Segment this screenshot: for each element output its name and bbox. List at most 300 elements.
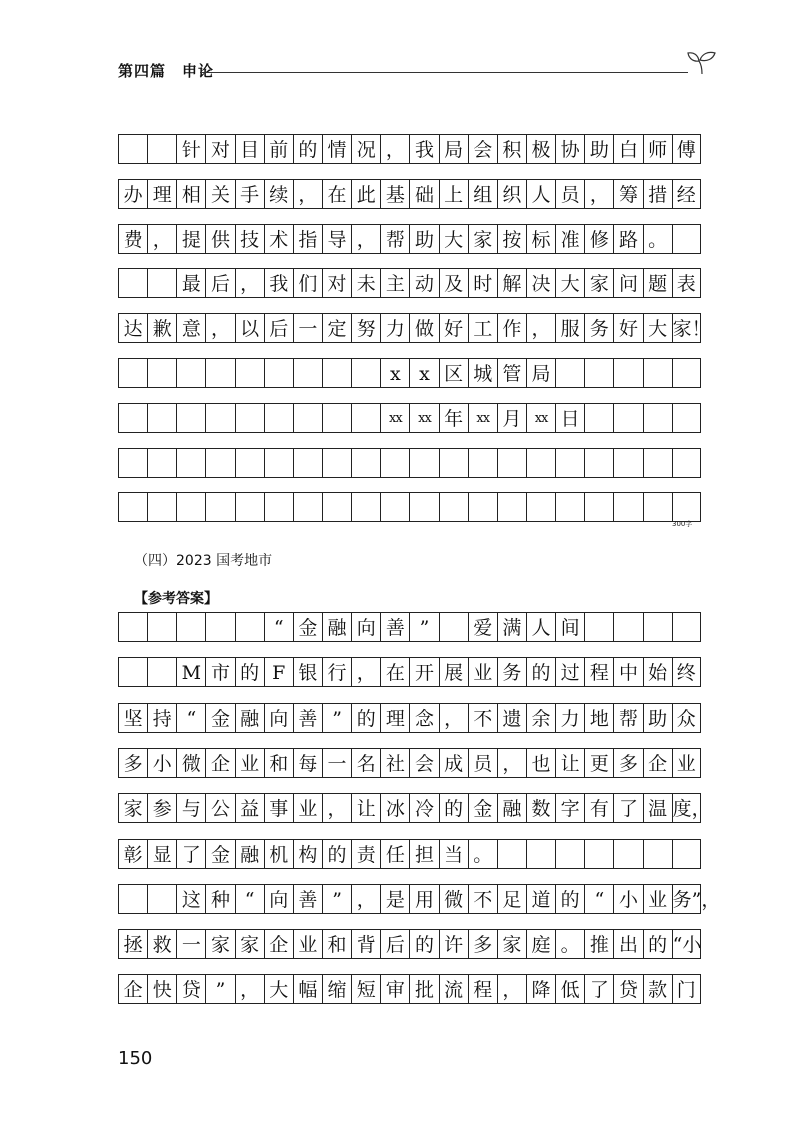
grid-cell: 坚 xyxy=(118,703,147,733)
grid-cell: 家 xyxy=(584,268,613,298)
grid-cell: 在 xyxy=(380,657,409,687)
grid-cell: 家 xyxy=(497,929,526,959)
grid-cell: 构 xyxy=(293,839,322,869)
grid-cell: 流 xyxy=(439,974,468,1004)
grid-cell: 助 xyxy=(643,703,672,733)
grid-cell xyxy=(118,268,147,298)
grid-cell: 解 xyxy=(497,268,526,298)
grid-cell: xx xyxy=(468,403,497,433)
grid-cell: 公 xyxy=(205,793,234,823)
grid-cell: 低 xyxy=(555,974,584,1004)
grid-cell: 以 xyxy=(235,313,264,343)
section-title: （四）2023 国考地市 xyxy=(134,553,273,569)
grid-cell: 道 xyxy=(526,884,555,914)
grid-cell xyxy=(293,403,322,433)
grid-cell xyxy=(147,612,176,642)
grid-cell xyxy=(264,448,293,478)
grid-cell: xx xyxy=(380,403,409,433)
grid-cell: 每 xyxy=(293,748,322,778)
grid-cell xyxy=(147,403,176,433)
grid-cell: 管 xyxy=(497,358,526,388)
grid-cell: 大 xyxy=(643,313,672,343)
grid-cell: 让 xyxy=(351,793,380,823)
grid-cell: 了 xyxy=(613,793,642,823)
grid-cell: 家 xyxy=(205,929,234,959)
grid-cell: 融 xyxy=(235,839,264,869)
grid-cell: 按 xyxy=(497,224,526,254)
grid-cell: 基 xyxy=(380,179,409,209)
grid-cell xyxy=(613,358,642,388)
grid-row xyxy=(118,884,721,914)
grid-cell xyxy=(118,134,147,164)
header-rule xyxy=(200,72,688,73)
grid-cell xyxy=(497,492,526,522)
grid-cell xyxy=(351,403,380,433)
grid-cell: 也 xyxy=(526,748,555,778)
grid-cell: “ xyxy=(176,703,205,733)
grid-cell: 贷 xyxy=(176,974,205,1004)
grid-cell: 与 xyxy=(176,793,205,823)
grid-cell xyxy=(176,492,205,522)
grid-cell: 融 xyxy=(497,793,526,823)
grid-cell: 和 xyxy=(264,748,293,778)
grid-cell: 字 xyxy=(555,793,584,823)
grid-cell: 题 xyxy=(643,268,672,298)
grid-cell: 关 xyxy=(205,179,234,209)
grid-cell: 提 xyxy=(176,224,205,254)
grid-cell: 冰 xyxy=(380,793,409,823)
grid-cell: 供 xyxy=(205,224,234,254)
grid-cell xyxy=(147,657,176,687)
grid-cell: 企 xyxy=(205,748,234,778)
grid-cell: 金 xyxy=(468,793,497,823)
grid-cell: 的 xyxy=(409,929,438,959)
grid-cell: 理 xyxy=(380,703,409,733)
grid-row xyxy=(118,793,711,823)
grid-cell: 一 xyxy=(293,313,322,343)
grid-row xyxy=(118,703,701,733)
grid-cell xyxy=(380,492,409,522)
grid-cell: 的 xyxy=(526,657,555,687)
grid-cell xyxy=(147,358,176,388)
grid-cell xyxy=(147,134,176,164)
grid-cell xyxy=(584,492,613,522)
grid-cell: ” xyxy=(322,884,351,914)
grid-cell: 向 xyxy=(351,612,380,642)
grid-cell xyxy=(643,448,672,478)
grid-cell xyxy=(176,358,205,388)
grid-cell xyxy=(118,403,147,433)
grid-cell xyxy=(235,448,264,478)
grid-cell: 务 xyxy=(584,313,613,343)
grid-cell xyxy=(555,448,584,478)
grid-cell: 对 xyxy=(205,134,234,164)
grid-cell: 措 xyxy=(643,179,672,209)
grid-cell: 大 xyxy=(439,224,468,254)
grid-cell: 。 xyxy=(555,929,584,959)
grid-cell: 多 xyxy=(118,748,147,778)
grid-cell: 向 xyxy=(264,703,293,733)
grid-cell: 动 xyxy=(409,268,438,298)
grid-cell: 在 xyxy=(322,179,351,209)
grid-cell: 局 xyxy=(526,358,555,388)
grid-cell xyxy=(147,448,176,478)
grid-cell: 款 xyxy=(643,974,672,1004)
grid-cell: 工 xyxy=(468,313,497,343)
grid-cell: 表 xyxy=(672,268,701,298)
grid-cell xyxy=(118,884,147,914)
grid-cell xyxy=(468,492,497,522)
grid-cell: 费 xyxy=(118,224,147,254)
grid-cell: 满 xyxy=(497,612,526,642)
grid-cell: 况 xyxy=(351,134,380,164)
grid-cell: 种 xyxy=(205,884,234,914)
grid-cell: 金 xyxy=(293,612,322,642)
grid-cell: 针 xyxy=(176,134,205,164)
grid-cell: ， xyxy=(351,657,380,687)
grid-cell xyxy=(351,448,380,478)
grid-row xyxy=(118,448,701,478)
grid-cell xyxy=(293,358,322,388)
grid-cell: 经 xyxy=(672,179,701,209)
grid-cell xyxy=(176,612,205,642)
grid-cell: 帮 xyxy=(380,224,409,254)
grid-cell xyxy=(613,612,642,642)
grid-cell: 标 xyxy=(526,224,555,254)
grid-cell: 益 xyxy=(235,793,264,823)
grid-cell xyxy=(322,403,351,433)
grid-cell xyxy=(351,492,380,522)
grid-cell xyxy=(147,884,176,914)
grid-cell: 组 xyxy=(468,179,497,209)
grid-cell: ， xyxy=(322,793,351,823)
grid-cell: 傅 xyxy=(672,134,701,164)
grid-cell: 善 xyxy=(293,703,322,733)
grid-cell xyxy=(584,448,613,478)
grid-cell: ， xyxy=(351,224,380,254)
grid-cell xyxy=(235,358,264,388)
grid-cell: 手 xyxy=(235,179,264,209)
grid-cell xyxy=(643,839,672,869)
grid-cell: 师 xyxy=(643,134,672,164)
grid-cell: 微 xyxy=(176,748,205,778)
grid-cell: 了 xyxy=(176,839,205,869)
grid-cell: 人 xyxy=(526,179,555,209)
grid-row xyxy=(118,268,701,298)
grid-cell: F xyxy=(264,657,293,687)
grid-cell xyxy=(643,612,672,642)
grid-cell: 不 xyxy=(468,884,497,914)
grid-cell xyxy=(613,403,642,433)
grid-cell: 极 xyxy=(526,134,555,164)
grid-cell: ， xyxy=(351,884,380,914)
grid-cell: 多 xyxy=(613,748,642,778)
grid-row xyxy=(118,403,701,433)
grid-cell: 问 xyxy=(613,268,642,298)
grid-cell: 间 xyxy=(555,612,584,642)
grid-cell: 家！ xyxy=(672,313,701,343)
grid-cell xyxy=(205,358,234,388)
grid-cell xyxy=(235,612,264,642)
grid-cell: 度， xyxy=(672,793,701,823)
grid-cell: 背 xyxy=(351,929,380,959)
grid-cell: 担 xyxy=(409,839,438,869)
grid-cell: 后 xyxy=(380,929,409,959)
grid-cell xyxy=(409,492,438,522)
grid-cell xyxy=(468,448,497,478)
grid-cell xyxy=(672,839,701,869)
grid-cell: 程 xyxy=(468,974,497,1004)
grid-cell: 定 xyxy=(322,313,351,343)
grid-row xyxy=(118,134,701,164)
grid-cell: 快 xyxy=(147,974,176,1004)
grid-cell xyxy=(322,358,351,388)
grid-cell xyxy=(439,492,468,522)
grid-cell: 行 xyxy=(322,657,351,687)
grid-cell: 局 xyxy=(439,134,468,164)
grid-cell xyxy=(118,358,147,388)
grid-cell: 是 xyxy=(380,884,409,914)
grid-cell: 作 xyxy=(497,313,526,343)
grid-cell: 和 xyxy=(322,929,351,959)
grid-cell: 准 xyxy=(555,224,584,254)
grid-cell: 幅 xyxy=(293,974,322,1004)
grid-cell: 名 xyxy=(351,748,380,778)
grid-cell: 冷 xyxy=(409,793,438,823)
grid-cell: 相 xyxy=(176,179,205,209)
grid-row xyxy=(118,748,701,778)
grid-cell: 门 xyxy=(672,974,701,1004)
grid-cell: 多 xyxy=(468,929,497,959)
grid-cell: 过 xyxy=(555,657,584,687)
grid-cell: 主 xyxy=(380,268,409,298)
grid-cell: 爱 xyxy=(468,612,497,642)
grid-cell xyxy=(643,403,672,433)
grid-cell: 业 xyxy=(293,793,322,823)
grid-cell: 对 xyxy=(322,268,351,298)
grid-cell: 的 xyxy=(322,839,351,869)
grid-cell: 彰 xyxy=(118,839,147,869)
grid-cell: 力 xyxy=(555,703,584,733)
grid-cell xyxy=(643,492,672,522)
grid-cell: 达 xyxy=(118,313,147,343)
grid-cell: xx xyxy=(526,403,555,433)
grid-cell: 我 xyxy=(264,268,293,298)
grid-cell: 降 xyxy=(526,974,555,1004)
grid-cell: 努 xyxy=(351,313,380,343)
grid-cell: 数 xyxy=(526,793,555,823)
grid-cell: 企 xyxy=(264,929,293,959)
grid-cell: 终 xyxy=(672,657,701,687)
header-title: 第四篇 申论 xyxy=(118,62,215,80)
grid-cell xyxy=(409,448,438,478)
grid-cell: 上 xyxy=(439,179,468,209)
grid-cell: 的 xyxy=(643,929,672,959)
grid-cell: ， xyxy=(235,974,264,1004)
grid-cell: 家 xyxy=(468,224,497,254)
grid-cell: 积 xyxy=(497,134,526,164)
grid-cell: 任 xyxy=(380,839,409,869)
grid-cell: 推 xyxy=(584,929,613,959)
grid-cell: “ xyxy=(235,884,264,914)
grid-cell xyxy=(205,492,234,522)
grid-cell: 的 xyxy=(351,703,380,733)
grid-cell: 贷 xyxy=(613,974,642,1004)
grid-cell: 审 xyxy=(380,974,409,1004)
grid-row xyxy=(118,929,701,959)
grid-cell: 余 xyxy=(526,703,555,733)
grid-row xyxy=(118,974,701,1004)
grid-row xyxy=(118,657,701,687)
grid-cell xyxy=(235,403,264,433)
grid-cell: 们 xyxy=(293,268,322,298)
grid-cell: 遗 xyxy=(497,703,526,733)
grid-cell: 决 xyxy=(526,268,555,298)
grid-cell: x xyxy=(409,358,438,388)
grid-cell: 业 xyxy=(293,929,322,959)
grid-cell: 服 xyxy=(555,313,584,343)
grid-cell: ” xyxy=(409,612,438,642)
grid-cell: ， xyxy=(526,313,555,343)
grid-cell xyxy=(672,358,701,388)
grid-cell: “小 xyxy=(672,929,701,959)
grid-cell xyxy=(672,492,701,522)
grid-cell: 会 xyxy=(468,134,497,164)
grid-cell: x xyxy=(380,358,409,388)
grid-cell: 念 xyxy=(409,703,438,733)
grid-cell: 务”， xyxy=(672,884,701,914)
grid-cell: 企 xyxy=(643,748,672,778)
grid-row xyxy=(118,492,701,522)
grid-cell: 程 xyxy=(584,657,613,687)
grid-cell: 有 xyxy=(584,793,613,823)
grid-cell: 情 xyxy=(322,134,351,164)
grid-cell: 人 xyxy=(526,612,555,642)
grid-cell xyxy=(555,839,584,869)
grid-cell: 员 xyxy=(555,179,584,209)
grid-cell: 帮 xyxy=(613,703,642,733)
grid-cell: ， xyxy=(380,134,409,164)
sprout-icon xyxy=(686,48,718,76)
grid-cell: 参 xyxy=(147,793,176,823)
grid-cell xyxy=(555,492,584,522)
grid-cell: 向 xyxy=(264,884,293,914)
grid-cell: ， xyxy=(293,179,322,209)
grid-cell: 此 xyxy=(351,179,380,209)
grid-cell: 责 xyxy=(351,839,380,869)
grid-cell xyxy=(118,492,147,522)
grid-cell: 城 xyxy=(468,358,497,388)
grid-cell: 好 xyxy=(613,313,642,343)
grid-cell: ， xyxy=(147,224,176,254)
grid-cell: “ xyxy=(264,612,293,642)
grid-cell: ， xyxy=(205,313,234,343)
grid-row xyxy=(118,313,711,343)
grid-cell: 小 xyxy=(147,748,176,778)
grid-cell: 当 xyxy=(439,839,468,869)
grid-cell: 善 xyxy=(293,884,322,914)
page-header xyxy=(118,56,718,86)
grid-cell xyxy=(176,403,205,433)
grid-cell: 的 xyxy=(293,134,322,164)
grid-cell: 月 xyxy=(497,403,526,433)
grid-cell: 年 xyxy=(439,403,468,433)
grid-cell xyxy=(147,268,176,298)
grid-cell: 众 xyxy=(672,703,701,733)
grid-cell xyxy=(613,448,642,478)
grid-cell xyxy=(380,448,409,478)
grid-cell: 事 xyxy=(264,793,293,823)
grid-cell xyxy=(264,492,293,522)
grid-cell xyxy=(584,358,613,388)
page-number: 150 xyxy=(118,1048,153,1069)
grid-cell: 大 xyxy=(264,974,293,1004)
grid-cell: 一 xyxy=(176,929,205,959)
grid-cell: 办 xyxy=(118,179,147,209)
grid-cell: 员 xyxy=(468,748,497,778)
grid-cell: 足 xyxy=(497,884,526,914)
grid-cell xyxy=(439,448,468,478)
grid-cell: 业 xyxy=(672,748,701,778)
grid-cell: 中 xyxy=(613,657,642,687)
grid-cell: 让 xyxy=(555,748,584,778)
grid-cell: 缩 xyxy=(322,974,351,1004)
grid-cell: 会 xyxy=(409,748,438,778)
grid-cell: 。 xyxy=(643,224,672,254)
grid-cell: 显 xyxy=(147,839,176,869)
grid-cell: 力 xyxy=(380,313,409,343)
grid-cell: 了 xyxy=(584,974,613,1004)
grid-cell xyxy=(205,448,234,478)
grid-cell: 目 xyxy=(235,134,264,164)
grid-cell: 金 xyxy=(205,703,234,733)
grid-cell: 日 xyxy=(555,403,584,433)
grid-cell: 做 xyxy=(409,313,438,343)
grid-cell: 融 xyxy=(322,612,351,642)
grid-cell xyxy=(526,492,555,522)
grid-cell: 机 xyxy=(264,839,293,869)
grid-row xyxy=(118,612,701,642)
grid-cell xyxy=(351,358,380,388)
grid-cell: 术 xyxy=(264,224,293,254)
grid-cell: ， xyxy=(497,748,526,778)
grid-cell: 拯 xyxy=(118,929,147,959)
grid-cell: 出 xyxy=(613,929,642,959)
grid-cell: ， xyxy=(497,974,526,1004)
grid-cell xyxy=(672,448,701,478)
grid-cell: 用 xyxy=(409,884,438,914)
grid-cell: 最 xyxy=(176,268,205,298)
grid-row xyxy=(118,839,701,869)
grid-cell: 家 xyxy=(235,929,264,959)
grid-cell: 的 xyxy=(555,884,584,914)
grid-cell: 温 xyxy=(643,793,672,823)
grid-cell: 救 xyxy=(147,929,176,959)
grid-cell: “ xyxy=(584,884,613,914)
grid-cell: 础 xyxy=(409,179,438,209)
grid-cell xyxy=(672,403,701,433)
grid-cell xyxy=(672,224,701,254)
grid-cell: 市 xyxy=(205,657,234,687)
grid-cell xyxy=(322,448,351,478)
grid-cell: 不 xyxy=(468,703,497,733)
grid-cell: 务 xyxy=(497,657,526,687)
grid-cell: 批 xyxy=(409,974,438,1004)
grid-cell: 地 xyxy=(584,703,613,733)
grid-cell: 我 xyxy=(409,134,438,164)
grid-cell: ， xyxy=(584,179,613,209)
grid-cell: 后 xyxy=(264,313,293,343)
